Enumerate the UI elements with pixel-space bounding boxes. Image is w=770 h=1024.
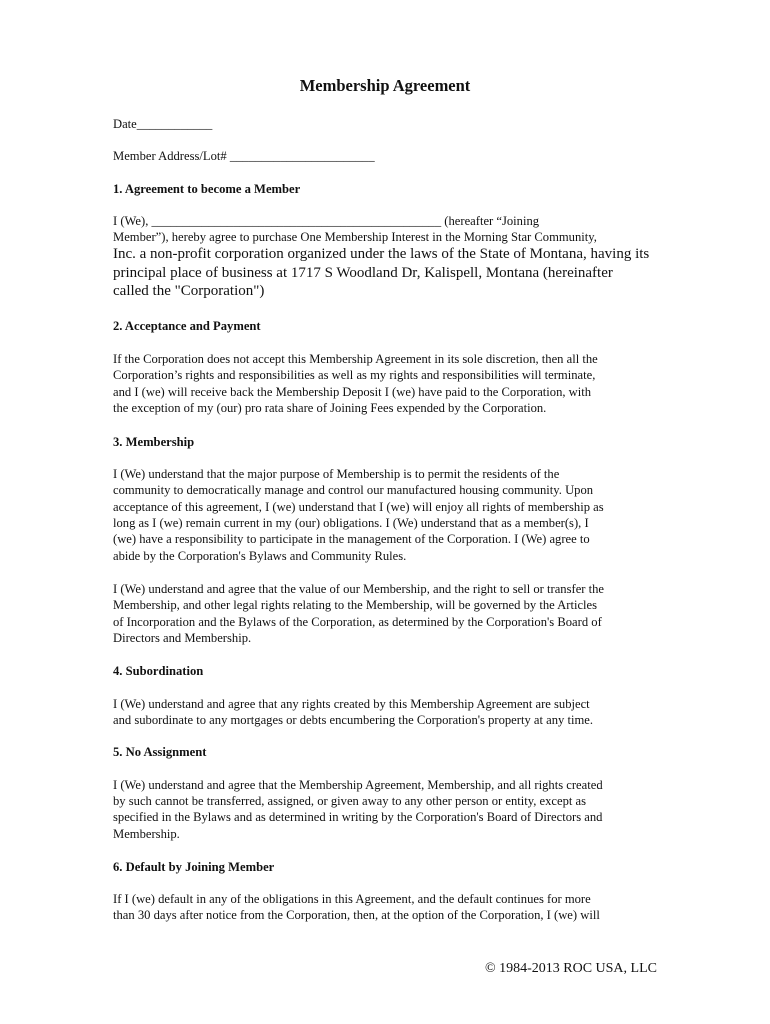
paragraph-line: Directors and Membership. bbox=[113, 631, 252, 645]
paragraph-line: If I (we) default in any of the obligations in this Agreement, and the default continues for more bbox=[113, 892, 591, 906]
document-title: Membership Agreement bbox=[299, 76, 471, 95]
section-heading: 3. Membership bbox=[113, 435, 195, 449]
paragraph-line: and subordinate to any mortgages or debts encumbering the Corporation's property at any time. bbox=[113, 713, 594, 727]
member-address-field-line: Member Address/Lot# _______________________ bbox=[113, 149, 375, 163]
paragraph-line: long as I (we) remain current in my (our) obligations. I (We) understand that as a member(s), I bbox=[113, 516, 589, 530]
paragraph-line: the exception of my (our) pro rata share of Joining Fees expended by the Corporation. bbox=[113, 401, 547, 415]
paragraph-line: community to democratically manage and control our manufactured housing community. Upon bbox=[113, 483, 594, 497]
copyright-footer: © 1984-2013 ROC USA, LLC bbox=[484, 961, 657, 976]
paragraph-line: If the Corporation does not accept this Membership Agreement in its sole discretion, then all the bbox=[113, 352, 598, 366]
paragraph-line: I (We) understand that the major purpose of Membership is to permit the residents of the bbox=[113, 467, 560, 481]
section-heading: 4. Subordination bbox=[113, 664, 204, 678]
date-field-line: Date____________ bbox=[113, 117, 213, 131]
paragraph-line: and I (we) will receive back the Membership Deposit I (we) have paid to the Corporation, with bbox=[113, 385, 592, 399]
paragraph-line: by such cannot be transferred, assigned, or given away to any other person or entity, except as bbox=[113, 794, 587, 808]
paragraph-line: I (We), ______________________________________________ (hereafter “Joining bbox=[113, 214, 540, 228]
paragraph-line: Corporation’s rights and responsibilities as well as my rights and responsibilities will terminate, bbox=[113, 368, 596, 382]
paragraph-line: acceptance of this agreement, I (we) understand that I (we) will enjoy all rights of membership as bbox=[113, 500, 604, 514]
paragraph-line: abide by the Corporation's Bylaws and Community Rules. bbox=[113, 549, 407, 563]
section-heading: 5. No Assignment bbox=[113, 745, 207, 759]
paragraph-line: (we) have a responsibility to participate in the management of the Corporation. I (We) agree to bbox=[113, 532, 590, 546]
paragraph-line: Membership, and other legal rights relating to the Membership, will be governed by the Articles bbox=[113, 598, 598, 612]
paragraph-line: called the "Corporation") bbox=[113, 283, 265, 299]
section-heading: 1. Agreement to become a Member bbox=[113, 182, 301, 196]
paragraph-line: specified in the Bylaws and as determined in writing by the Corporation's Board of Directors and bbox=[113, 810, 603, 824]
paragraph-line: Inc. a non-profit corporation organized under the laws of the State of Montana, having its bbox=[113, 246, 650, 262]
paragraph-line: I (We) understand and agree that any rights created by this Membership Agreement are subject bbox=[113, 697, 590, 711]
paragraph-line: I (We) understand and agree that the Membership Agreement, Membership, and all rights created bbox=[113, 778, 603, 792]
paragraph-line: than 30 days after notice from the Corporation, then, at the option of the Corporation, I (we) will bbox=[113, 908, 600, 922]
paragraph-line: Membership. bbox=[113, 827, 180, 841]
paragraph-line: I (We) understand and agree that the value of our Membership, and the right to sell or transfer the bbox=[113, 582, 605, 596]
paragraph-line: principal place of business at 1717 S Woodland Dr, Kalispell, Montana (hereinafter bbox=[113, 265, 613, 281]
paragraph-line: of Incorporation and the Bylaws of the Corporation, as determined by the Corporation's Board of bbox=[113, 615, 602, 629]
section-heading: 6. Default by Joining Member bbox=[113, 860, 275, 874]
section-heading: 2. Acceptance and Payment bbox=[113, 319, 261, 333]
paragraph-line: Member”), hereby agree to purchase One Membership Interest in the Morning Star Community, bbox=[113, 230, 597, 244]
